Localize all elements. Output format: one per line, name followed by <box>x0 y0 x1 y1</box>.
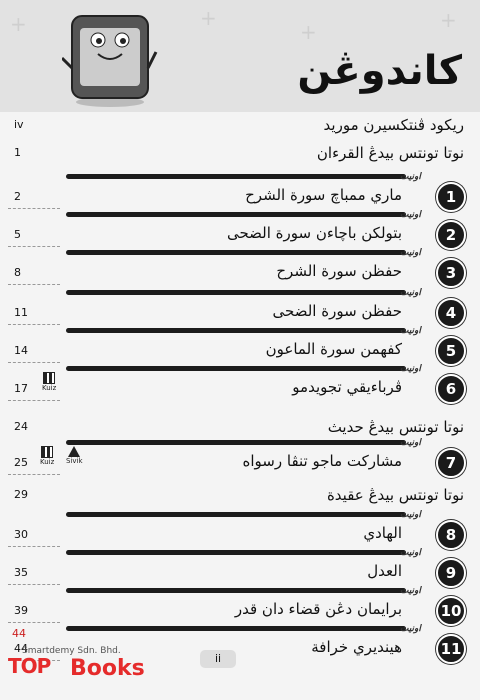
page-number: 30 <box>14 528 28 541</box>
page-number: 8 <box>14 266 21 279</box>
toc-unit-title: كفهمن سورة الماعون <box>265 340 402 358</box>
brand-logo <box>8 644 188 692</box>
sivik-label: Sivik <box>66 457 83 465</box>
toc-unit-title: بتولكن باچاءن سورة الضحى <box>226 224 402 242</box>
kuiz-icon[interactable] <box>42 372 56 392</box>
toc-unit-title: مشاركت ماجو تنڤا رسواه <box>242 452 402 470</box>
toc-unit-row[interactable] <box>0 288 480 328</box>
dashed-divider <box>8 324 60 325</box>
toc-unit-title: حفظن سورة الضحى <box>272 302 402 320</box>
brand-books-text: Books <box>70 656 145 681</box>
toc-unit-title: برايمان دڠن قضاء دان قدر <box>234 600 402 618</box>
page-number: 17 <box>14 382 28 395</box>
dashed-divider <box>8 584 60 585</box>
page-number: 44 <box>14 642 28 655</box>
unit-number-badge: 4 <box>436 298 466 328</box>
toc-unit-title: العدل <box>367 562 402 580</box>
header-banner <box>0 0 480 112</box>
page-number: 29 <box>14 488 28 501</box>
decorative-plus-icon: + <box>300 20 317 44</box>
kuiz-label: Kuiz <box>42 384 57 392</box>
toc-unit-title: هينديري خرافة <box>311 638 402 656</box>
toc-unit-row[interactable] <box>0 548 480 588</box>
unit-tag: اونيت <box>400 248 421 258</box>
dashed-divider <box>8 622 60 623</box>
toc-unit-title: ماري ممباچ سورة الشرح <box>245 186 402 204</box>
page-number: 2 <box>14 190 21 203</box>
divider-bar <box>66 626 406 631</box>
decorative-plus-icon: + <box>10 12 27 36</box>
kuiz-icon[interactable] <box>40 446 54 466</box>
tablet-mascot-icon <box>62 8 158 108</box>
toc-unit-row[interactable] <box>0 586 480 626</box>
brand-top-text: TOP <box>8 654 51 678</box>
unit-tag: اونيت <box>400 548 421 558</box>
dashed-divider <box>8 246 60 247</box>
dashed-divider <box>8 546 60 547</box>
unit-number-badge: 9 <box>436 558 466 588</box>
toc-unit-row[interactable] <box>0 172 480 212</box>
toc-unit-row[interactable] <box>0 210 480 250</box>
unit-tag: اونيت <box>400 326 421 336</box>
toc-intro-label: ريكود ڤنتكسيرن موريد <box>323 116 464 134</box>
decorative-plus-icon: + <box>440 8 457 32</box>
unit-tag: اونيت <box>400 438 421 448</box>
unit-tag: اونيت <box>400 624 421 634</box>
divider-bar <box>66 588 406 593</box>
divider-bar <box>66 174 406 179</box>
dashed-divider <box>8 400 60 401</box>
page-number: 25 <box>14 456 28 469</box>
divider-bar <box>66 250 406 255</box>
footer-page-number: 44 <box>12 627 26 640</box>
unit-number-badge: 5 <box>436 336 466 366</box>
divider-bar <box>66 212 406 217</box>
unit-number-badge: 3 <box>436 258 466 288</box>
sivik-icon[interactable] <box>66 446 83 465</box>
page-number: 24 <box>14 420 28 433</box>
unit-tag: اونيت <box>400 288 421 298</box>
toc-unit-row[interactable] <box>0 248 480 288</box>
unit-number-badge: 2 <box>436 220 466 250</box>
page-title: كاندوڠن <box>297 48 462 94</box>
unit-number-badge: 7 <box>436 448 466 478</box>
divider-bar <box>66 512 406 517</box>
toc-section-title: نوتا تونتس بيدڠ عقيدة <box>326 486 464 504</box>
toc-section-title: نوتا تونتس بيدڠ حديث <box>327 418 464 436</box>
unit-tag: اونيت <box>400 586 421 596</box>
dashed-divider <box>8 474 60 475</box>
dashed-divider <box>8 208 60 209</box>
page-number: 35 <box>14 566 28 579</box>
page-number: 1 <box>14 146 21 159</box>
kuiz-label: Kuiz <box>40 458 55 466</box>
unit-tag: اونيت <box>400 364 421 374</box>
unit-number-badge: 1 <box>436 182 466 212</box>
page-number: 14 <box>14 344 28 357</box>
toc-unit-title: ڤرباءيقي تجويدمو <box>292 378 402 396</box>
divider-bar <box>66 550 406 555</box>
page-number: 39 <box>14 604 28 617</box>
divider-bar <box>66 440 406 445</box>
toc-unit-row[interactable] <box>0 326 480 366</box>
divider-bar <box>66 366 406 371</box>
divider-bar <box>66 328 406 333</box>
toc-unit-row[interactable] <box>0 510 480 550</box>
unit-tag: اونيت <box>400 210 421 220</box>
toc-intro-row[interactable] <box>0 116 480 138</box>
decorative-plus-icon: + <box>200 6 217 30</box>
publisher-name: Smartdemy Sdn. Bhd. <box>22 646 121 656</box>
unit-number-badge: 6 <box>436 374 466 404</box>
page-number: 5 <box>14 228 21 241</box>
toc-section-row[interactable] <box>0 142 480 172</box>
divider-bar <box>66 290 406 295</box>
toc-unit-row[interactable] <box>0 438 480 478</box>
toc-section-title: نوتا تونتس بيدڠ القرءان <box>316 144 464 162</box>
dashed-divider <box>8 284 60 285</box>
toc-unit-title: حفظن سورة الشرح <box>276 262 402 280</box>
unit-number-badge: 11 <box>436 634 466 664</box>
unit-tag: اونيت <box>400 172 421 182</box>
unit-tag: اونيت <box>400 510 421 520</box>
page-number: iv <box>14 118 24 131</box>
page-number: 11 <box>14 306 28 319</box>
roman-page-number: ii <box>200 650 236 668</box>
unit-number-badge: 8 <box>436 520 466 550</box>
toc-unit-title: الهادي <box>363 524 402 542</box>
unit-number-badge: 10 <box>436 596 466 626</box>
dashed-divider <box>8 362 60 363</box>
toc-unit-row[interactable] <box>0 364 480 404</box>
